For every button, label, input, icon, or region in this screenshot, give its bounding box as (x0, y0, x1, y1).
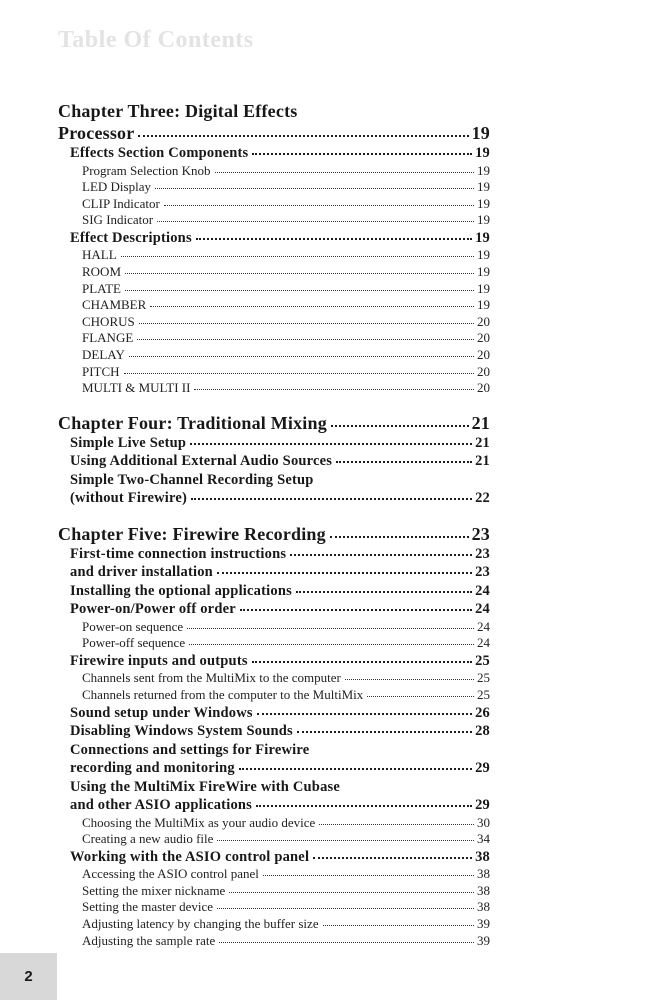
toc-entry-page: 25 (477, 687, 490, 702)
toc-entry-title: Setting the master device (82, 899, 214, 915)
toc-entry-page: 29 (475, 760, 490, 777)
dotted-leader (129, 356, 474, 357)
toc-entry-page: 30 (477, 814, 490, 830)
toc-entry-page: 38 (477, 899, 490, 915)
toc-entry-page: 20 (477, 346, 490, 362)
dotted-leader (217, 908, 474, 909)
toc-entry-title: Program Selection Knob (82, 162, 211, 178)
toc-entry[interactable] (58, 314, 490, 331)
toc-entry-page: 22 (475, 490, 490, 507)
dotted-leader (155, 188, 474, 189)
toc-entry-page: 19 (477, 212, 490, 228)
dotted-leader (121, 256, 474, 257)
dotted-leader (124, 373, 474, 374)
dotted-leader (263, 875, 474, 876)
toc-entry[interactable] (58, 619, 490, 636)
toc-entry-title: Chapter Five: Firewire Recording (58, 523, 326, 544)
toc-entry-title: Using Additional External Audio Sources (70, 453, 333, 470)
toc-entry[interactable] (58, 434, 490, 453)
toc-entry[interactable] (58, 297, 490, 314)
dotted-leader (296, 591, 472, 593)
toc-entry-page: 38 (477, 866, 490, 882)
toc-entry[interactable] (58, 759, 490, 778)
toc-entry-page: 20 (477, 313, 490, 329)
toc-entry-page: 29 (475, 797, 490, 814)
toc-entry-title: MULTI & MULTI II (82, 380, 191, 396)
toc-entry-page: 19 (471, 123, 490, 143)
toc-entry-title: SIG Indicator (82, 212, 154, 228)
toc-entry-page: 25 (477, 670, 490, 686)
toc-entry-page: 23 (475, 545, 490, 562)
toc-entry-title: recording and monitoring (70, 760, 235, 777)
toc-entry-title: Choosing the MultiMix as your audio device (82, 814, 316, 830)
dotted-leader (164, 205, 474, 206)
dotted-leader (257, 713, 472, 715)
toc-entry[interactable] (58, 412, 490, 434)
toc-entry-page: 19 (475, 145, 490, 161)
toc-entry-title: Power-off sequence (82, 635, 186, 651)
toc-entry-title: Chapter Four: Traditional Mixing (58, 412, 327, 433)
toc-entry-page: 20 (477, 363, 490, 379)
dotted-leader (256, 805, 472, 807)
toc-entry-title: Effect Descriptions (70, 229, 192, 246)
dotted-leader (215, 172, 474, 173)
dotted-leader (125, 273, 474, 274)
toc-entry-title: Processor (58, 123, 135, 143)
dotted-leader (313, 857, 472, 859)
toc-entry[interactable] (58, 545, 490, 564)
toc-entry-title: Adjusting latency by changing the buffer size (82, 916, 319, 932)
toc-entry[interactable] (58, 848, 490, 867)
toc-entry-title: Power-on sequence (82, 618, 184, 634)
toc-entry[interactable] (58, 600, 490, 619)
toc-entry-page: 19 (475, 229, 490, 246)
toc-entry[interactable] (58, 883, 490, 900)
toc-entry[interactable] (58, 212, 490, 229)
toc-entry-title: CHORUS (82, 313, 135, 329)
toc-entry[interactable] (58, 247, 490, 264)
toc-entry-page: 24 (477, 635, 490, 651)
toc-entry-title: Channels returned from the computer to the MultiMix (82, 687, 364, 702)
toc-entry[interactable] (58, 866, 490, 883)
toc-entry[interactable] (58, 523, 490, 545)
dotted-leader (319, 824, 474, 825)
dotted-leader (239, 768, 472, 770)
dotted-leader (139, 323, 474, 324)
toc-entry-page: 19 (477, 280, 490, 296)
toc-entry-page: 21 (471, 412, 490, 433)
dotted-leader (138, 135, 468, 137)
toc-entry-title: PITCH (82, 363, 120, 379)
toc-entry-page: 24 (475, 601, 490, 618)
toc-entry-title: Sound setup under Windows (70, 704, 253, 721)
toc-entry-title: Adjusting the sample rate (82, 932, 216, 948)
toc-entry[interactable] (58, 635, 490, 652)
toc-entry-title: Channels sent from the MultiMix to the computer (82, 670, 341, 686)
toc-entry[interactable] (58, 163, 490, 180)
toc-entry[interactable] (58, 916, 490, 933)
toc-entry-page: 24 (477, 618, 490, 634)
dotted-leader (157, 221, 474, 222)
toc-entry[interactable] (58, 380, 490, 397)
toc-entry[interactable] (58, 229, 490, 248)
toc-entry[interactable] (58, 722, 490, 741)
toc-entry-title: Simple Live Setup (70, 434, 187, 451)
toc-entry[interactable] (58, 899, 490, 916)
toc-entry-title: (without Firewire) (70, 490, 188, 507)
toc-entry-title: First-time connection instructions (70, 545, 287, 562)
dotted-leader (323, 925, 474, 926)
dotted-leader (137, 339, 474, 340)
toc-list (58, 100, 490, 949)
toc-entry-page: 38 (477, 882, 490, 898)
toc-entry-title: Firewire inputs and outputs (70, 652, 248, 669)
toc-entry-title: and other ASIO applications (70, 797, 252, 814)
page-number: 2 (24, 968, 33, 985)
toc-entry-title: Disabling Windows System Sounds (70, 723, 293, 740)
toc-entry-title: CLIP Indicator (82, 195, 160, 211)
toc-entry[interactable] (58, 831, 490, 848)
toc-entry-page: 38 (475, 848, 490, 865)
dotted-leader (150, 306, 474, 307)
toc-entry-page: 19 (477, 179, 490, 195)
dotted-leader (217, 572, 472, 574)
toc-entry[interactable] (58, 704, 490, 723)
toc-entry-page: 20 (477, 330, 490, 346)
toc-entry[interactable] (58, 796, 490, 815)
dotted-leader (252, 661, 472, 663)
dotted-leader (189, 644, 474, 645)
toc-entry[interactable] (58, 347, 490, 364)
toc-entry-page: 19 (477, 247, 490, 263)
toc-entry[interactable] (58, 670, 490, 687)
toc-entry-title: FLANGE (82, 330, 134, 346)
dotted-leader (345, 679, 474, 680)
toc-entry[interactable] (58, 933, 490, 950)
toc-entry-page: 23 (475, 564, 490, 581)
toc-entry[interactable] (58, 489, 490, 508)
dotted-leader (330, 536, 469, 538)
dotted-leader (217, 840, 474, 841)
dotted-leader (297, 731, 472, 733)
dotted-leader (196, 238, 472, 240)
toc-entry[interactable] (58, 741, 490, 760)
dotted-leader (194, 389, 474, 390)
toc-entry[interactable] (58, 122, 490, 144)
toc-entry[interactable] (58, 563, 490, 582)
page-header-title: Table Of Contents (58, 27, 254, 53)
toc-entry-title: Using the MultiMix FireWire with Cubase (70, 778, 341, 795)
toc-entry[interactable] (58, 196, 490, 213)
toc-entry-title: Effects Section Components (70, 145, 249, 161)
toc-entry[interactable] (58, 144, 490, 163)
toc-entry-page: 39 (477, 932, 490, 948)
toc-entry-title: Setting the mixer nickname (82, 882, 226, 898)
dotted-leader (240, 609, 472, 611)
dotted-leader (229, 892, 474, 893)
toc-entry-page: 21 (475, 453, 490, 470)
dotted-leader (190, 443, 472, 445)
toc-entry-title: PLATE (82, 280, 121, 296)
toc-entry-title: LED Display (82, 179, 151, 195)
toc-entry-title: Creating a new audio file (82, 831, 214, 847)
toc-entry-title: Connections and settings for Firewire (70, 741, 310, 758)
toc-entry-title: Simple Two-Channel Recording Setup (70, 471, 314, 488)
toc-entry-title: CHAMBER (82, 297, 147, 313)
toc-entry-title: Chapter Three: Digital Effects (58, 101, 298, 121)
toc-entry-page: 20 (477, 380, 490, 396)
toc-entry-page: 21 (475, 434, 490, 451)
toc-entry-title: Power-on/Power off order (70, 601, 236, 618)
dotted-leader (252, 153, 472, 155)
toc-entry-title: Accessing the ASIO control panel (82, 866, 259, 882)
toc-entry[interactable] (58, 452, 490, 471)
toc-entry[interactable] (58, 652, 490, 671)
toc-entry[interactable] (58, 471, 490, 490)
page-number-box (0, 953, 57, 1000)
toc-entry[interactable] (58, 815, 490, 832)
toc-entry-page: 19 (477, 263, 490, 279)
dotted-leader (219, 942, 474, 943)
toc-entry-page: 39 (477, 916, 490, 932)
toc-entry-title: and driver installation (70, 564, 213, 581)
dotted-leader (367, 696, 474, 697)
toc-entry-page: 34 (477, 831, 490, 847)
dotted-leader (125, 290, 474, 291)
toc-entry-page: 26 (475, 704, 490, 721)
toc-entry[interactable] (58, 281, 490, 298)
toc-entry-page: 24 (475, 582, 490, 599)
toc-entry[interactable] (58, 264, 490, 281)
toc-entry-page: 19 (477, 297, 490, 313)
toc-entry-page: 23 (471, 523, 490, 544)
toc-entry[interactable] (58, 687, 490, 704)
toc-entry[interactable] (58, 364, 490, 381)
toc-entry[interactable] (58, 179, 490, 196)
dotted-leader (290, 554, 472, 556)
toc-entry-page: 19 (477, 195, 490, 211)
toc-entry[interactable] (58, 778, 490, 797)
dotted-leader (331, 425, 469, 427)
toc-entry-title: HALL (82, 247, 117, 263)
toc-entry-title: DELAY (82, 346, 125, 362)
toc-entry-page: 28 (475, 723, 490, 740)
toc-entry-title: Working with the ASIO control panel (70, 848, 310, 865)
toc-entry-page: 25 (475, 652, 490, 669)
toc-entry-title: Installing the optional applications (70, 582, 292, 599)
dotted-leader (187, 628, 474, 629)
toc-entry-title: ROOM (82, 263, 122, 279)
dotted-leader (336, 461, 472, 463)
toc-entry[interactable] (58, 582, 490, 601)
toc-entry[interactable] (58, 100, 490, 122)
toc-entry[interactable] (58, 330, 490, 347)
dotted-leader (191, 498, 472, 500)
toc-entry-page: 19 (477, 162, 490, 178)
